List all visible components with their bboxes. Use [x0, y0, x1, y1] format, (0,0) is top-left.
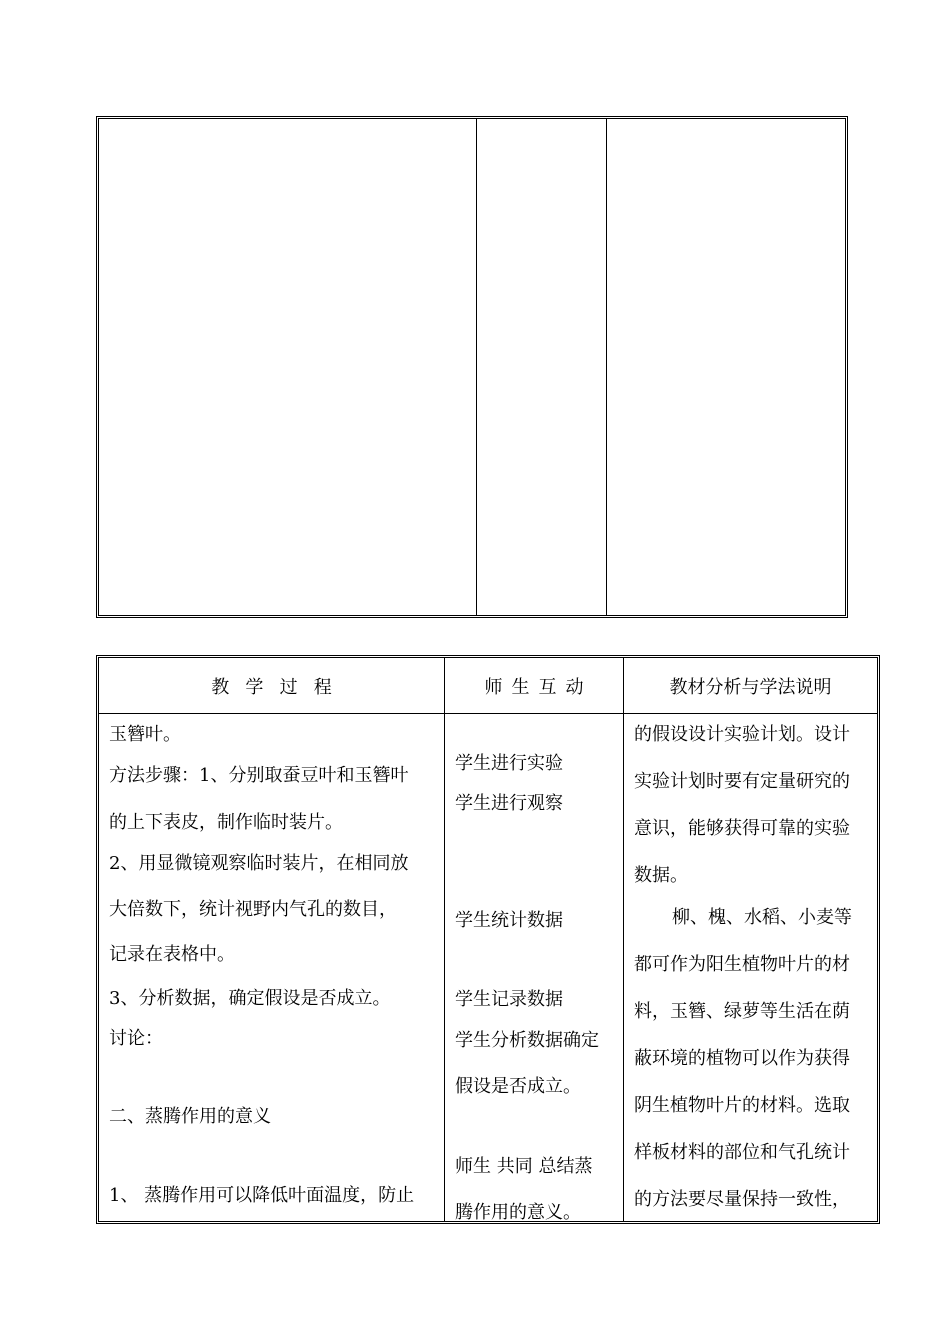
text-line: 师生 共同 总结蒸 — [455, 1156, 593, 1177]
text-line: 1、 蒸腾作用可以降低叶面温度，防止 — [109, 1185, 415, 1206]
text-line: 数据。 — [634, 865, 688, 886]
teaching-process-cell — [109, 714, 441, 1224]
text-line: 腾作用的意义。 — [455, 1202, 581, 1223]
header-interaction — [445, 658, 623, 713]
text-line: 样板材料的部位和气孔统计 — [634, 1142, 850, 1163]
column-divider — [623, 658, 624, 1221]
text-line: 意识，能够获得可靠的实验 — [634, 818, 850, 839]
column-divider — [476, 119, 477, 615]
text-line: 学生分析数据确定 — [455, 1030, 599, 1051]
text-line: 讨论： — [109, 1028, 163, 1049]
text-line: 的方法要尽量保持一致性， — [634, 1189, 850, 1210]
text-line: 2、用显微镜观察临时装片，在相同放 — [109, 853, 409, 874]
text-line: 蔽环境的植物可以作为获得 — [634, 1048, 850, 1069]
header-label: 师生互动 — [484, 676, 593, 698]
text-line: 阴生植物叶片的材料。选取 — [634, 1095, 850, 1116]
text-line: 的假设设计实验计划。设计 — [634, 724, 850, 745]
column-divider — [444, 658, 445, 1221]
text-line: 实验计划时要有定量研究的 — [634, 771, 850, 792]
lesson-table-part2 — [96, 655, 880, 1224]
text-line: 大倍数下，统计视野内气孔的数目， — [109, 899, 397, 920]
analysis-cell — [634, 714, 877, 1224]
interaction-cell — [455, 714, 621, 1224]
text-line: 学生进行实验 — [455, 753, 563, 774]
text-line: 方法步骤：1、分别取蚕豆叶和玉簪叶 — [109, 765, 409, 786]
section-heading: 二、蒸腾作用的意义 — [109, 1106, 271, 1127]
column-divider — [606, 119, 607, 615]
header-label: 教材分析与学法说明 — [669, 676, 832, 698]
text-line: 3、分析数据，确定假设是否成立。 — [109, 988, 391, 1009]
text-line: 料，玉簪、绿萝等生活在荫 — [634, 1001, 850, 1022]
header-teaching-process — [99, 658, 444, 713]
lesson-table-part1 — [96, 116, 848, 618]
text-line: 的上下表皮，制作临时装片。 — [109, 812, 343, 833]
text-line: 记录在表格中。 — [109, 944, 235, 965]
text-line: 假设是否成立。 — [455, 1076, 581, 1097]
text-line: 学生统计数据 — [455, 910, 563, 931]
text-line: 学生进行观察 — [455, 793, 563, 814]
header-label: 教学过程 — [211, 676, 348, 698]
text-line: 玉簪叶。 — [109, 724, 181, 745]
text-line: 柳、槐、水稻、小麦等 — [672, 907, 852, 928]
header-analysis — [624, 658, 877, 713]
text-line: 学生记录数据 — [455, 989, 563, 1010]
text-line: 都可作为阳生植物叶片的材 — [634, 954, 850, 975]
